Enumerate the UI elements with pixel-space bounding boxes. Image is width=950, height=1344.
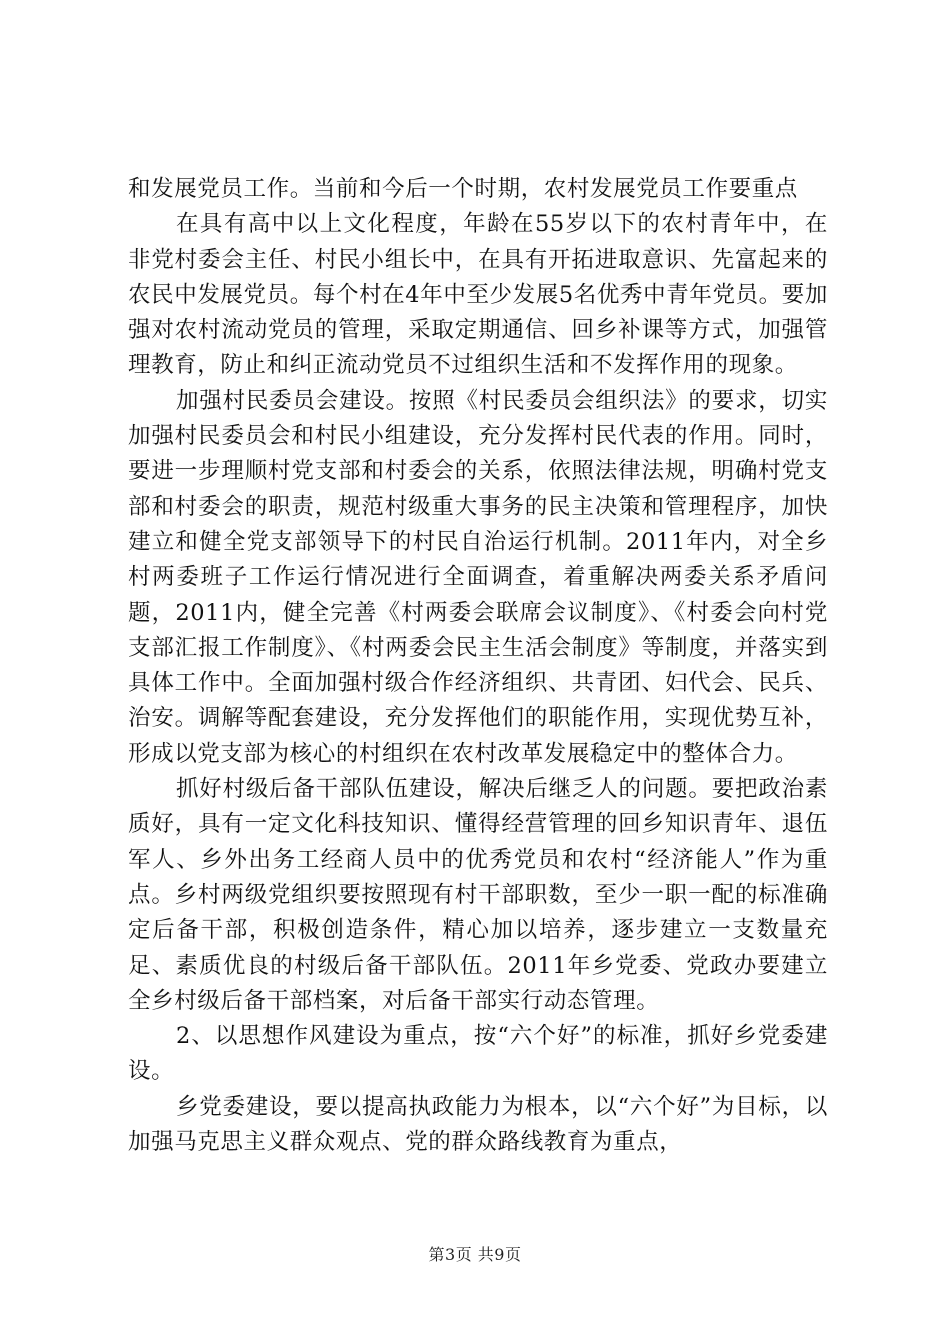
page-number: 第3页 共9页 — [428, 1245, 522, 1264]
page-footer — [0, 1242, 950, 1265]
paragraph-party-member-development: 在具有高中以上文化程度，年龄在55岁以下的农村青年中，在非党村委会主任、村民小组长中，在具有开拓进取意识、先富起来的农民中发展党员。每个村在4年中至少发展5名优秀中青年党员。要加强对农村流动党员的管理，采取定期通信、回乡补课等方式，加强管理教育，防止和纠正流动党员不过组织生活和不发挥作用的现象。 — [128, 211, 828, 379]
document-body — [128, 172, 828, 1160]
paragraph-township-committee: 乡党委建设，要以提高执政能力为根本，以“六个好”为目标，以加强马克思主义群众观点、党的群众路线教育为重点， — [128, 1093, 828, 1156]
paragraph-continuation: 和发展党员工作。当前和今后一个时期，农村发展党员工作要重点 — [128, 176, 798, 202]
paragraph-reserve-cadres: 抓好村级后备干部队伍建设，解决后继乏人的问题。要把政治素质好，具有一定文化科技知识、懂得经营管理的回乡知识青年、退伍军人、乡外出务工经商人员中的优秀党员和农村“经济能人”作为重点。乡村两级党组织要按照现有村干部职数，至少一职一配的标准确定后备干部，积极创造条件，精心加以培养，逐步建立一支数量充足、素质优良的村级后备干部队伍。2011年乡党委、党政办要建立全乡村级后备干部档案，对后备干部实行动态管理。 — [128, 776, 828, 1014]
section-heading-2: 2、以思想作风建设为重点，按“六个好”的标准，抓好乡党委建设。 — [128, 1023, 828, 1085]
paragraph-village-committee: 加强村民委员会建设。按照《村民委员会组织法》的要求，切实加强村民委员会和村民小组建设，充分发挥村民代表的作用。同时，要进一步理顺村党支部和村委会的关系，依照法律法规，明确村党支部和村委会的职责，规范村级重大事务的民主决策和管理程序，加快建立和健全党支部领导下的村民自治运行机制。2011年内，对全乡村两委班子工作运行情况进行全面调查，着重解决两委关系矛盾问题，2011内，健全完善《村两委会联席会议制度》、《村委会向村党支部汇报工作制度》、《村两委会民主生活会制度》等制度，并落实到具体工作中。全面加强村级合作经济组织、共青团、妇代会、民兵、治安。调解等配套建设，充分发挥他们的职能作用，实现优势互补，形成以党支部为核心的村组织在农村改革发展稳定中的整体合力。 — [128, 387, 828, 767]
